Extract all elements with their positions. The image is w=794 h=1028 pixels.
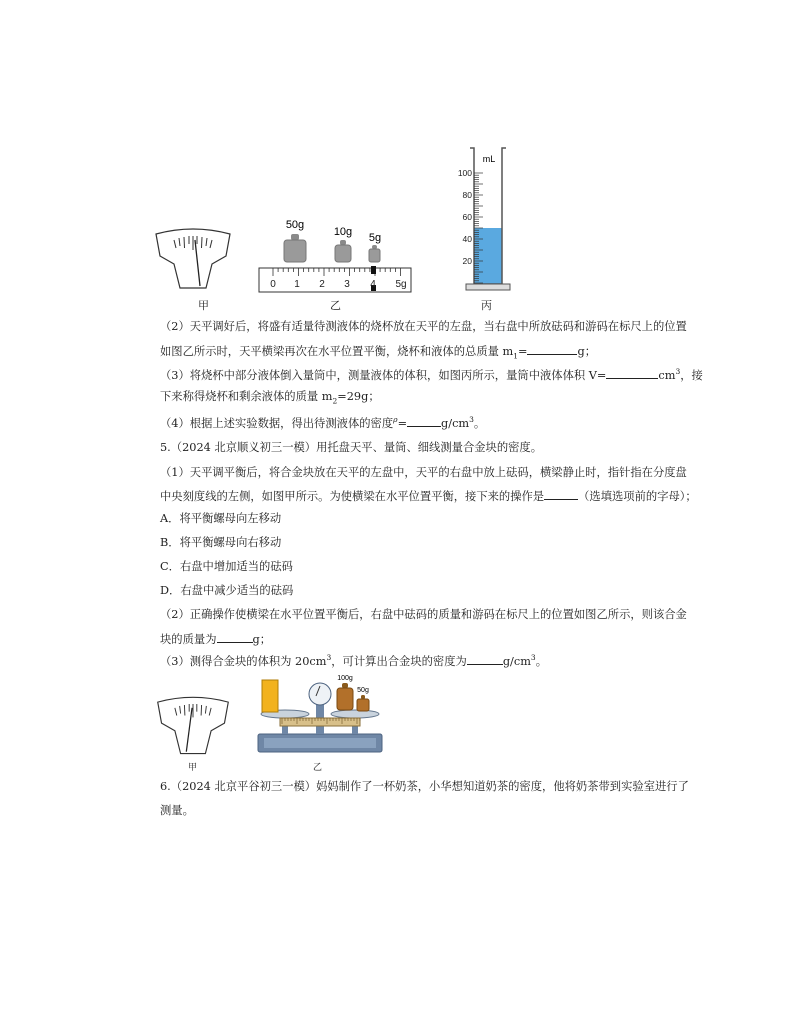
weight-100g [337, 688, 353, 710]
q5-part2-line1: （2）正确操作使横梁在水平位置平衡后，右盘中砝码的质量和游码在标尺上的位置如图乙所示，则该合金 [160, 608, 687, 621]
weights-and-scale-figure-yi [255, 214, 415, 296]
weight-10g [335, 245, 351, 262]
q6-line2: 测量。 [160, 804, 194, 817]
dial-figure-jia [150, 226, 236, 290]
figure-label-bing: 丙 [481, 299, 492, 312]
q4-part2-line1: （2）天平调好后，将盛有适量待测液体的烧杯放在天平的左盘，当右盘中所放砝码和游码在标尺上的位置 [160, 320, 687, 333]
weight-label-100g: 100g [337, 675, 353, 682]
answer-blank-volume[interactable] [606, 368, 658, 379]
q4-part2-line2: 如图乙所示时，天平横梁再次在水平位置平衡，烧杯和液体的总质量 $m_1= g$； [160, 345, 596, 361]
weight-5g [369, 249, 380, 262]
weight-50g [284, 240, 306, 262]
cylinder-tick-40: 40 [462, 234, 472, 244]
cylinder-tick-100: 100 [457, 168, 472, 178]
dial-figure-jia-2 [152, 694, 234, 756]
q5-title: 5.（2024 北京顺义初三一模）用托盘天平、量筒、细线测量合金块的密度。 [160, 441, 543, 454]
tray-balance-figure-yi [252, 672, 388, 758]
figure-label-yi: 乙 [330, 299, 341, 312]
answer-blank-m1[interactable] [527, 344, 577, 355]
scale-tick-1: 1 [294, 279, 300, 290]
figure-label-jia: 甲 [198, 299, 209, 312]
cylinder-unit: mL [482, 154, 496, 164]
weight-50g-knob [291, 234, 299, 240]
q4-part3-line2: 下来称得烧杯和剩余液体的质量 $m_2=29g$； [160, 390, 380, 406]
q6-line1: 6.（2024 北京平谷初三一模）妈妈制作了一杯奶茶，小华想知道奶茶的密度，他将奶茶带到实验室进行了 [160, 780, 689, 793]
weight-label-50g-2: 50g [357, 687, 369, 694]
weight-5g-knob [372, 245, 377, 249]
answer-blank-alloy-mass[interactable] [217, 632, 253, 643]
figure2-label-yi: 乙 [313, 763, 323, 773]
weight-label-5g: 5g [368, 232, 382, 244]
q5-option-c: C．右盘中增加适当的砝码 [160, 560, 293, 573]
weight-10g-knob [340, 240, 346, 245]
q5-option-b: B．将平衡螺母向右移动 [160, 536, 282, 549]
q5-part1-line1: （1）天平调平衡后，将合金块放在天平的左盘中，天平的右盘中放上砝码，横梁静止时，指针指在分度盘 [160, 466, 687, 479]
q5-part3-line: （3）测得合金块的体积为 $20cm^3$，可计算出合金块的密度为 $g/cm^3$。 [160, 653, 547, 668]
weight-label-10g: 10g [333, 226, 353, 238]
cylinder-liquid [474, 228, 502, 284]
alloy-block [262, 680, 278, 712]
scale-tick-0: 0 [270, 279, 276, 290]
cylinder-tick-60: 60 [462, 212, 472, 222]
q5-option-d: D．右盘中减少适当的砝码 [160, 584, 294, 597]
weight-50g-2 [357, 699, 369, 711]
figure2-label-jia: 甲 [188, 763, 198, 773]
q5-part1-line2: 中央刻度线的左侧，如图甲所示。为使横梁在水平位置平衡，接下来的操作是 （选填选项前的字母）； [160, 490, 697, 503]
answer-blank-alloy-density[interactable] [467, 654, 503, 665]
cylinder-tick-20: 20 [462, 256, 472, 266]
scale-tick-2: 2 [319, 279, 325, 290]
q5-option-a: A．将平衡螺母向左移动 [160, 512, 282, 525]
q4-part4-line: （4）根据上述实验数据，得出待测液体的密度$^\rho= g/cm^3$。 [160, 415, 486, 430]
rider-top [371, 266, 376, 274]
answer-blank-density[interactable] [407, 416, 441, 427]
scale-tick-3: 3 [344, 279, 350, 290]
scale-tick-5g: 5g [395, 279, 407, 290]
q4-part3-line1: （3）将烧杯中部分液体倒入量筒中，测量液体的体积，如图丙所示，量筒中液体体积 $V= cm^3$，接 [160, 367, 703, 382]
graduated-cylinder-figure-bing [452, 144, 522, 294]
scale-tick-4: 4 [370, 279, 376, 290]
answer-blank-operation[interactable] [544, 489, 578, 500]
rider-scale [259, 268, 411, 292]
weight-label-50g: 50g [285, 219, 305, 231]
cylinder-tick-80: 80 [462, 190, 472, 200]
q5-part2-line2: 块的质量为 g； [160, 633, 272, 646]
